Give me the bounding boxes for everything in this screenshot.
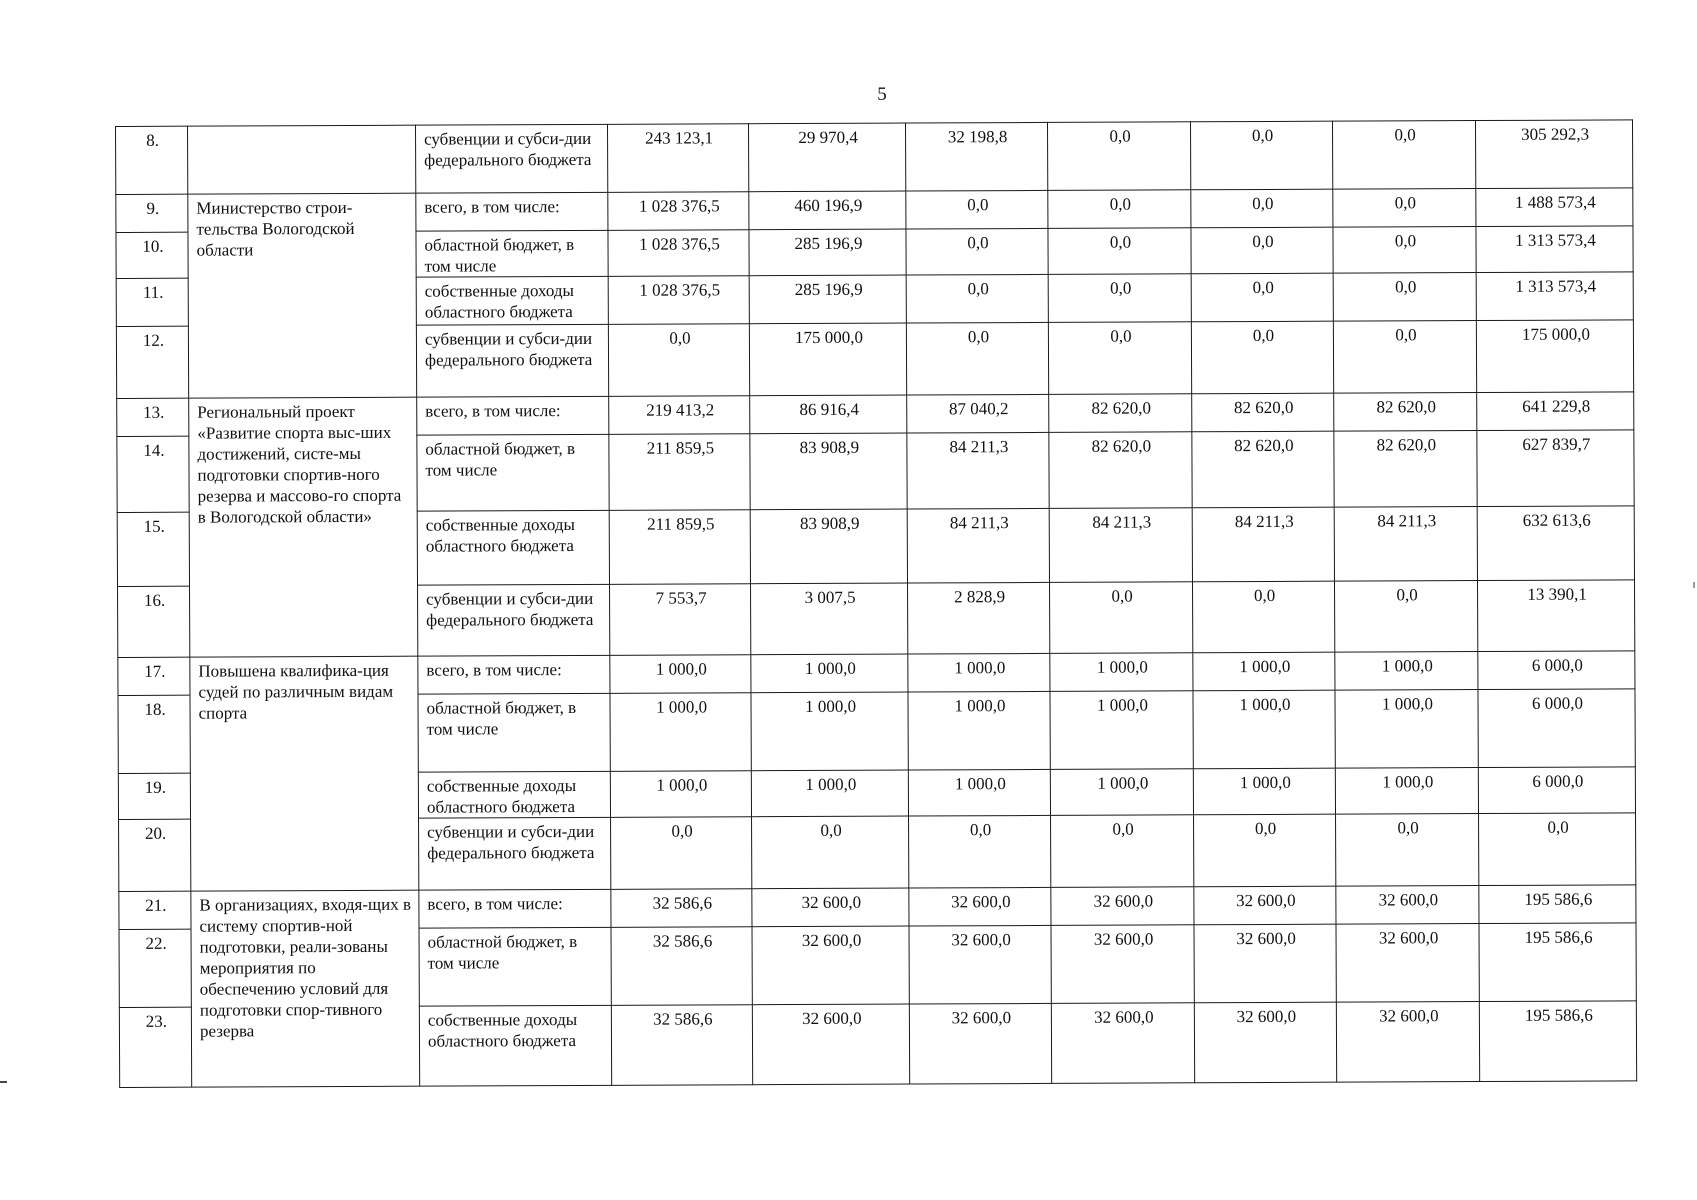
total-value-cell: 6 000,0 [1478,689,1635,768]
total-value-cell: 1 488 573,4 [1476,188,1633,227]
year-value-cell: 82 620,0 [1334,431,1477,508]
funding-source-cell: субвенции и субси-дии федерального бюджета [416,324,608,397]
year-value-cell: 285 196,9 [749,229,906,276]
funding-source-cell: собственные доходы областного бюджета [416,276,608,325]
total-value-cell: 195 586,6 [1479,1001,1636,1082]
margin-mark [0,1081,7,1083]
year-value-cell: 0,0 [1048,190,1191,229]
year-value-cell: 32 586,6 [611,1005,752,1086]
year-value-cell: 0,0 [608,324,749,397]
row-number-cell: 19. [118,773,190,819]
year-value-cell: 84 211,3 [1049,508,1192,583]
organization-cell: В организациях, входя-щих в систему спортив-ной подготовки, реали-зованы мероприятия по обеспечению условий для подготовки спор-тивного резерва [191,890,420,1087]
year-value-cell: 83 908,9 [750,433,907,510]
year-value-cell: 32 600,0 [1336,1002,1479,1083]
page-number: 5 [877,84,887,105]
year-value-cell: 29 970,4 [748,123,905,192]
organization-cell: Региональный проект «Развитие спорта выс-ших достижений, систе-мы подготовки спортив-ного резерва и массово-го спорта в Вологодской области» [189,397,418,657]
year-value-cell: 0,0 [906,190,1048,229]
year-value-cell: 1 028 376,5 [608,276,749,325]
funding-source-cell: областной бюджет, в том числе [418,693,610,772]
year-value-cell: 0,0 [906,322,1048,395]
year-value-cell: 0,0 [1050,582,1193,654]
year-value-cell: 84 211,3 [1192,507,1334,582]
year-value-cell: 1 000,0 [908,653,1050,692]
funding-source-cell: областной бюджет, в том числе [419,927,611,1006]
year-value-cell: 82 620,0 [1334,393,1477,432]
year-value-cell: 1 000,0 [908,769,1050,816]
year-value-cell: 0,0 [909,815,1051,888]
year-value-cell: 84 211,3 [907,432,1049,509]
year-value-cell: 32 600,0 [909,1003,1051,1084]
year-value-cell: 0,0 [1333,273,1476,322]
year-value-cell: 1 000,0 [1193,652,1335,691]
year-value-cell: 32 600,0 [909,925,1051,1004]
margin-mark [1693,582,1695,588]
year-value-cell: 0,0 [1192,581,1334,653]
table-row [117,392,1634,437]
total-value-cell: 195 586,6 [1479,885,1636,924]
year-value-cell: 32 600,0 [1194,1002,1336,1083]
year-value-cell: 0,0 [1051,815,1194,888]
year-value-cell: 2 828,9 [908,582,1050,654]
funding-source-cell: собственные доходы областного бюджета [417,510,609,585]
year-value-cell: 32 198,8 [905,122,1047,191]
funding-source-cell: областной бюджет, в том числе [417,434,609,511]
year-value-cell: 0,0 [1048,322,1191,395]
funding-source-cell: собственные доходы областного бюджета [418,771,610,818]
year-value-cell: 0,0 [1334,581,1477,653]
budget-table [115,119,1637,1088]
year-value-cell: 285 196,9 [749,275,906,324]
total-value-cell: 13 390,1 [1477,580,1634,652]
year-value-cell: 82 620,0 [1049,394,1192,433]
row-number-cell: 10. [116,232,188,278]
row-number-cell: 20. [119,819,191,891]
row-number-cell: 22. [119,929,191,1007]
year-value-cell: 1 000,0 [1335,652,1478,691]
year-value-cell: 82 620,0 [1049,432,1192,509]
year-value-cell: 1 000,0 [610,655,751,694]
row-number-cell: 12. [116,326,188,398]
year-value-cell: 32 600,0 [1336,886,1479,925]
total-value-cell: 627 839,7 [1477,430,1634,507]
year-value-cell: 87 040,2 [907,394,1049,433]
year-value-cell: 1 028 376,5 [608,192,749,231]
total-value-cell: 1 313 573,4 [1476,226,1633,273]
row-number-cell: 11. [116,278,188,326]
year-value-cell: 0,0 [1333,227,1476,274]
year-value-cell: 0,0 [1048,228,1191,275]
year-value-cell: 32 600,0 [1194,924,1336,1003]
year-value-cell: 32 600,0 [752,926,909,1005]
year-value-cell: 0,0 [906,228,1048,275]
row-number-cell: 9. [116,194,188,232]
row-number-cell: 13. [117,398,189,436]
year-value-cell: 243 123,1 [607,124,748,193]
table-body [116,120,1637,1088]
organization-cell [188,125,416,194]
year-value-cell: 32 600,0 [1051,925,1194,1004]
year-value-cell: 0,0 [1333,189,1476,228]
funding-source-cell: всего, в том числе: [417,396,609,435]
row-number-cell: 14. [117,436,189,512]
year-value-cell: 86 916,4 [750,395,907,434]
table-row [116,188,1633,233]
year-value-cell: 211 859,5 [609,434,750,511]
funding-source-cell: всего, в том числе: [416,192,608,231]
year-value-cell: 0,0 [1191,227,1333,274]
year-value-cell: 1 000,0 [1050,691,1193,770]
year-value-cell: 3 007,5 [751,583,908,655]
funding-source-cell: всего, в том числе: [419,889,611,928]
year-value-cell: 1 000,0 [610,771,751,818]
table-row [119,885,1636,930]
year-value-cell: 1 000,0 [1193,690,1335,769]
year-value-cell: 0,0 [611,817,752,890]
row-number-cell: 17. [118,657,190,695]
year-value-cell: 32 600,0 [1051,887,1194,926]
table-row [118,651,1635,696]
year-value-cell: 1 000,0 [610,693,751,772]
total-value-cell: 6 000,0 [1478,767,1635,814]
year-value-cell: 83 908,9 [750,509,907,584]
year-value-cell: 0,0 [1047,122,1190,191]
year-value-cell: 32 586,6 [611,889,752,928]
total-value-cell: 641 229,8 [1477,392,1634,431]
year-value-cell: 219 413,2 [609,396,750,435]
total-value-cell: 1 313 573,4 [1476,272,1633,321]
year-value-cell: 1 000,0 [751,770,908,817]
year-value-cell: 82 620,0 [1192,431,1334,508]
total-value-cell: 0,0 [1479,813,1636,886]
row-number-cell: 15. [117,512,189,586]
funding-source-cell: собственные доходы областного бюджета [419,1005,611,1086]
organization-cell: Министерство строи-тельства Вологодской области [188,193,417,398]
year-value-cell: 1 028 376,5 [608,230,749,277]
year-value-cell: 0,0 [1191,321,1333,394]
table-row [116,120,1633,195]
year-value-cell: 1 000,0 [908,691,1050,770]
total-value-cell: 175 000,0 [1476,320,1633,393]
year-value-cell: 0,0 [1332,121,1475,190]
funding-source-cell: областной бюджет, в том числе [416,230,608,277]
year-value-cell: 32 600,0 [909,887,1051,926]
total-value-cell: 6 000,0 [1478,651,1635,690]
total-value-cell: 305 292,3 [1475,120,1632,189]
year-value-cell: 0,0 [906,274,1048,323]
year-value-cell: 1 000,0 [1050,769,1193,816]
year-value-cell: 7 553,7 [610,584,751,656]
row-number-cell: 8. [116,126,188,194]
year-value-cell: 0,0 [1336,814,1479,887]
year-value-cell: 82 620,0 [1192,393,1334,432]
year-value-cell: 0,0 [1194,814,1336,887]
year-value-cell: 0,0 [1191,189,1333,228]
total-value-cell: 195 586,6 [1479,923,1636,1002]
organization-cell: Повышена квалифика-ция судей по различным видам спорта [190,656,419,891]
year-value-cell: 1 000,0 [1335,690,1478,769]
row-number-cell: 18. [118,695,190,773]
year-value-cell: 0,0 [752,816,909,889]
year-value-cell: 1 000,0 [1050,653,1193,692]
row-number-cell: 21. [119,891,191,929]
year-value-cell: 84 211,3 [907,508,1049,583]
year-value-cell: 211 859,5 [609,510,750,585]
year-value-cell: 32 600,0 [1051,1003,1194,1084]
year-value-cell: 1 000,0 [751,654,908,693]
year-value-cell: 1 000,0 [1193,768,1335,815]
funding-source-cell: субвенции и субси-дии федерального бюджета [415,124,607,193]
year-value-cell: 32 600,0 [752,888,909,927]
year-value-cell: 32 600,0 [1336,924,1479,1003]
year-value-cell: 32 600,0 [752,1004,909,1085]
row-number-cell: 23. [119,1007,191,1087]
funding-source-cell: субвенции и субси-дии федерального бюджета [418,584,610,656]
year-value-cell: 175 000,0 [749,323,906,396]
year-value-cell: 0,0 [1191,273,1333,322]
year-value-cell: 460 196,9 [749,191,906,230]
year-value-cell: 1 000,0 [1335,768,1478,815]
year-value-cell: 1 000,0 [751,692,908,771]
year-value-cell: 0,0 [1048,274,1191,323]
year-value-cell: 32 586,6 [611,927,752,1006]
year-value-cell: 84 211,3 [1334,507,1477,582]
year-value-cell: 32 600,0 [1194,886,1336,925]
total-value-cell: 632 613,6 [1477,506,1634,581]
row-number-cell: 16. [118,586,190,657]
funding-source-cell: субвенции и субси-дии федерального бюджета [419,817,611,890]
year-value-cell: 0,0 [1333,321,1476,394]
funding-source-cell: всего, в том числе: [418,655,610,694]
year-value-cell: 0,0 [1190,121,1332,190]
